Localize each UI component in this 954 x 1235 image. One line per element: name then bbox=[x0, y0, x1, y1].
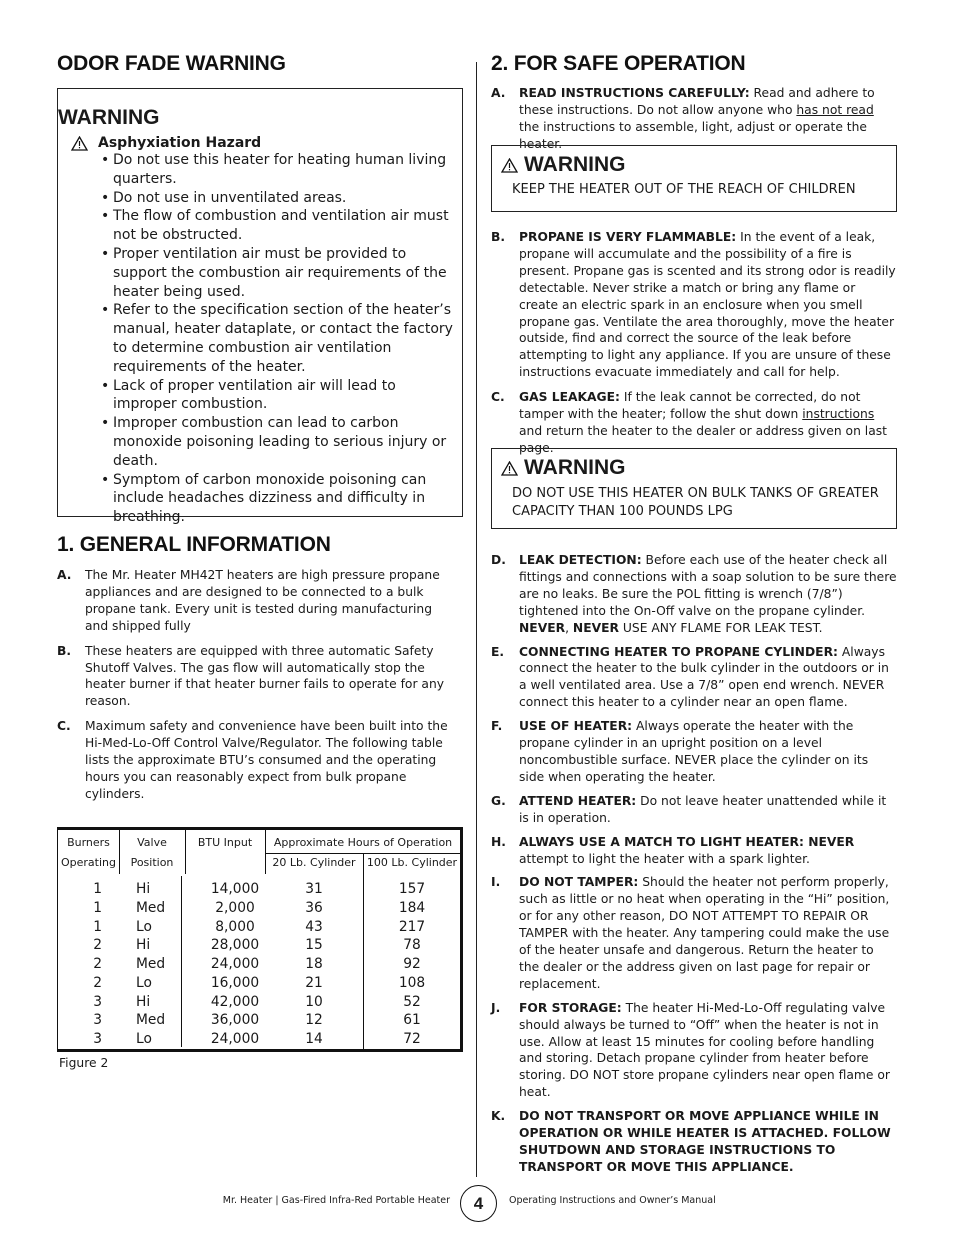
table-row bbox=[58, 880, 460, 899]
item-label: F. bbox=[491, 719, 503, 734]
warning-title: WARNING bbox=[524, 153, 626, 176]
warning-triangle-icon bbox=[501, 461, 518, 476]
table-row bbox=[58, 936, 460, 955]
safe-item-h bbox=[491, 834, 897, 868]
warning-text: KEEP THE HEATER OUT OF THE REACH OF CHILDREN bbox=[512, 182, 856, 197]
cell-100lb: 52 bbox=[403, 993, 421, 1010]
cell-valve: Med bbox=[136, 956, 166, 972]
warning-triangle-icon bbox=[501, 158, 518, 173]
item-heading: ALWAYS USE A MATCH TO LIGHT HEATER: NEVER bbox=[519, 834, 855, 849]
item-label: K. bbox=[491, 1109, 506, 1124]
footer-right: Operating Instructions and Owner’s Manual bbox=[509, 1195, 716, 1206]
safe-items-d-k bbox=[491, 552, 897, 1176]
item-label: H. bbox=[491, 834, 506, 849]
bullet-item: • Proper ventilation air must be provided to support the combustion air requirements of the heater being used. bbox=[58, 245, 458, 301]
safe-item-e bbox=[491, 644, 897, 712]
cell-valve: Lo bbox=[136, 1031, 152, 1047]
safe-item-c bbox=[491, 389, 897, 457]
table-row bbox=[58, 955, 460, 974]
header-valve: Valve bbox=[137, 836, 167, 849]
column-divider bbox=[476, 62, 477, 1177]
cell-20lb: 12 bbox=[305, 1012, 323, 1029]
general-information-title: 1. GENERAL INFORMATION bbox=[57, 533, 331, 556]
cell-20lb: 43 bbox=[305, 918, 323, 935]
safe-item-d bbox=[491, 552, 897, 637]
bullet-item: • Improper combustion can lead to carbon monoxide poisoning leading to serious injury or death. bbox=[58, 414, 458, 470]
cell-100lb: 72 bbox=[403, 1031, 421, 1047]
cell-burners: 3 bbox=[93, 1031, 102, 1047]
header-position: Position bbox=[130, 856, 174, 869]
header-operating: Operating bbox=[61, 856, 116, 869]
hazard-label: Asphyxiation Hazard bbox=[98, 135, 262, 151]
item-heading: READ INSTRUCTIONS CAREFULLY: bbox=[519, 86, 750, 100]
safe-item-k bbox=[491, 1108, 897, 1176]
item-label: C. bbox=[491, 390, 505, 404]
item-heading: FOR STORAGE: bbox=[519, 1000, 622, 1015]
cell-valve: Lo bbox=[136, 918, 152, 935]
cell-100lb: 157 bbox=[398, 881, 426, 897]
item-label: D. bbox=[491, 553, 506, 567]
table-row bbox=[58, 899, 460, 918]
general-info-list bbox=[57, 567, 457, 803]
hazard-heading bbox=[71, 135, 261, 151]
safe-item-b bbox=[491, 229, 897, 381]
table-row bbox=[58, 1030, 460, 1049]
item-text: Always operate the heater with the propane cylinder in an upright position on a level noncombustible surface. NEVER place the cylinder on its side when operating the heater. bbox=[519, 719, 869, 784]
bullet-item: • Do not use this heater for heating human living quarters. bbox=[58, 151, 458, 189]
header-20lb: 20 Lb. Cylinder bbox=[272, 856, 356, 869]
item-text: and return the heater to the dealer or address given on last page. bbox=[519, 423, 887, 455]
cell-burners: 3 bbox=[93, 993, 102, 1010]
warning-title: WARNING bbox=[524, 456, 626, 479]
cell-valve: Med bbox=[136, 899, 166, 916]
item-underline: instructions bbox=[802, 406, 875, 421]
item-label: E. bbox=[491, 644, 505, 659]
item-label: J. bbox=[491, 1000, 501, 1015]
item-label: A. bbox=[491, 86, 506, 100]
cell-20lb: 31 bbox=[305, 881, 323, 897]
cell-valve: Lo bbox=[136, 974, 152, 991]
item-label: C. bbox=[57, 719, 71, 734]
cell-100lb: 92 bbox=[403, 956, 421, 972]
cell-btu: 24,000 bbox=[210, 1031, 260, 1047]
item-emphasis: NEVER bbox=[519, 620, 566, 635]
btu-table bbox=[57, 827, 463, 1052]
header-btu-input: BTU Input bbox=[197, 836, 253, 849]
general-item-a bbox=[57, 567, 457, 635]
cell-burners: 2 bbox=[93, 937, 102, 954]
item-heading: ATTEND HEATER: bbox=[519, 793, 637, 808]
header-burners: Burners bbox=[67, 836, 110, 849]
cell-btu: 42,000 bbox=[210, 993, 260, 1010]
cell-btu: 36,000 bbox=[210, 1012, 260, 1029]
footer-left: Mr. Heater | Gas-Fired Infra-Red Portable Heater bbox=[222, 1195, 450, 1206]
bulk-tank-warning-box bbox=[491, 448, 897, 529]
cell-100lb: 184 bbox=[398, 899, 426, 916]
cell-100lb: 61 bbox=[403, 1012, 421, 1029]
item-text: Always connect the heater to the bulk cylinder in the outdoors or in a well ventilated area. Use a 7/8” open end wrench. NEVER connect this heater to a cylinder near an open flame. bbox=[519, 644, 889, 710]
cell-20lb: 10 bbox=[305, 993, 323, 1010]
warning-title: WARNING bbox=[58, 106, 160, 129]
item-text: These heaters are equipped with three automatic Safety Shutoff Valves. The gas flow will automatically stop the heater burner if that heater burner fails to operate for any reason. bbox=[85, 643, 445, 709]
item-label: I. bbox=[491, 875, 501, 890]
cell-btu: 14,000 bbox=[210, 881, 260, 897]
item-text: Before each use of the heater check all fittings and connections with a soap solution to be sure there are no leaks. Be sure the POL fitting is wrench (7/8”) tightened into the On-Off valve on the propane cylinder. bbox=[519, 553, 897, 618]
cell-burners: 1 bbox=[93, 881, 102, 897]
item-underline: has not read bbox=[796, 102, 874, 117]
cell-20lb: 36 bbox=[305, 899, 323, 916]
item-heading: DO NOT TRANSPORT OR MOVE APPLIANCE WHILE IN OPERATION OR WHILE HEATER IS ATTACHED. FOLLOW SHUTDOWN AND STORAGE INSTRUCTIONS TO TRANSPORT OR MOVE THIS APPLIANCE. bbox=[519, 1109, 891, 1174]
hazard-bullets bbox=[58, 151, 458, 527]
safe-item-i bbox=[491, 874, 897, 992]
item-heading: GAS LEAKAGE: bbox=[519, 390, 620, 404]
item-text: Do not leave heater unattended while it is in operation. bbox=[519, 793, 887, 825]
general-item-b bbox=[57, 643, 457, 711]
cell-btu: 24,000 bbox=[210, 956, 260, 972]
safe-item-g bbox=[491, 793, 897, 827]
cell-btu: 2,000 bbox=[215, 899, 255, 916]
item-label: A. bbox=[57, 568, 72, 582]
item-text: , bbox=[565, 620, 573, 635]
table-row bbox=[58, 993, 460, 1012]
safe-operation-title: 2. FOR SAFE OPERATION bbox=[491, 52, 746, 75]
odor-fade-title: ODOR FADE WARNING bbox=[57, 52, 286, 75]
cell-burners: 1 bbox=[93, 899, 102, 916]
cell-100lb: 217 bbox=[398, 918, 426, 935]
item-text: The Mr. Heater MH42T heaters are high pressure propane appliances and are designed to be connected to a bulk propane tank. Every unit is tested during manufacturing and shipped fully bbox=[85, 568, 440, 633]
item-heading: LEAK DETECTION: bbox=[519, 553, 642, 567]
item-text: Read and adhere to these instructions. Do not allow anyone who bbox=[519, 86, 875, 117]
cell-valve: Med bbox=[136, 1012, 166, 1029]
bullet-item: • Lack of proper ventilation air will lead to improper combustion. bbox=[58, 377, 458, 415]
cell-100lb: 108 bbox=[398, 974, 426, 991]
children-warning-box bbox=[491, 145, 897, 212]
cell-burners: 3 bbox=[93, 1012, 102, 1029]
item-text: the instructions to assemble, light, adjust or operate the heater. bbox=[519, 119, 867, 151]
cell-burners: 1 bbox=[93, 918, 102, 935]
item-text: The heater Hi-Med-Lo-Off regulating valve should always be turned to “Off” when the heater is not in use. Allow at least 15 minutes for cooling before handling and storing. Detach propane cylinder from heater before storing. DO NOT store propane cylinders near open flame or heat. bbox=[519, 1000, 890, 1100]
item-text: Maximum safety and convenience have been built into the Hi-Med-Lo-Off Control Valve/Regulator. The following table lists the approximate BTU’s consumed and the operating hours you can reasonably expect from bulk propane cylinders. bbox=[85, 719, 448, 801]
bullet-item: • Do not use in unventilated areas. bbox=[58, 189, 458, 208]
item-text: Should the heater not perform properly, such as little or no heat when operating in the “Hi” position, or for any other reason, DO NOT ATTEMPT TO REPAIR OR TAMPER with the heater. Any tampering could make the use of the heater unsafe and dangerous. Return the heater to the dealer or the address given on last page for repair or replacement. bbox=[519, 875, 890, 991]
cell-valve: Hi bbox=[136, 993, 151, 1010]
cell-burners: 2 bbox=[93, 956, 102, 972]
item-label: B. bbox=[57, 643, 72, 658]
table-row bbox=[58, 974, 460, 993]
cell-valve: Hi bbox=[136, 881, 151, 897]
cell-btu: 28,000 bbox=[210, 937, 260, 954]
safe-item-f bbox=[491, 718, 897, 786]
item-label: G. bbox=[491, 793, 506, 808]
cell-20lb: 21 bbox=[305, 974, 323, 991]
general-item-c bbox=[57, 718, 457, 803]
figure-caption: Figure 2 bbox=[59, 1056, 109, 1070]
cell-burners: 2 bbox=[93, 974, 102, 991]
bullet-item: • Refer to the specification section of the heater’s manual, heater dataplate, or contact the factory to determine combustion air ventilation requirements of the heater. bbox=[58, 301, 458, 376]
cell-20lb: 18 bbox=[305, 956, 323, 972]
table-row bbox=[58, 1011, 460, 1030]
page-number: 4 bbox=[460, 1185, 497, 1222]
asphyxiation-warning-box bbox=[57, 88, 463, 526]
safe-item-j bbox=[491, 1000, 897, 1101]
bullet-item: • Symptom of carbon monoxide poisoning can include headaches dizziness and difficulty in breathing. bbox=[58, 471, 458, 527]
item-label: B. bbox=[491, 230, 506, 244]
cell-20lb: 15 bbox=[305, 937, 323, 954]
header-100lb: 100 Lb. Cylinder bbox=[366, 856, 458, 869]
warning-triangle-icon bbox=[71, 136, 88, 151]
item-text: In the event of a leak, propane will accumulate and the possibility of a fire is present. Propane gas is scented and its strong odor is readily detectable. Never strike a match or bring any flame or create an electric spark in an enclosure when you smell propane gas. Ventilate the area thoroughly, move the heater outside, find and correct the source of the leak before attempting to light any appliance. If you are unsure of these instructions evacuate immediately and call for help. bbox=[519, 230, 896, 380]
item-text: USE ANY FLAME FOR LEAK TEST. bbox=[618, 620, 823, 635]
safe-item-a bbox=[491, 85, 897, 153]
cell-btu: 8,000 bbox=[215, 918, 255, 935]
item-text: If the leak cannot be corrected, do not tamper with the heater; follow the shut down bbox=[519, 390, 861, 421]
item-heading: USE OF HEATER: bbox=[519, 719, 633, 734]
item-heading: PROPANE IS VERY FLAMMABLE: bbox=[519, 230, 737, 244]
item-emphasis: NEVER bbox=[572, 620, 619, 635]
header-approx-hours: Approximate Hours of Operation bbox=[273, 836, 453, 849]
cell-valve: Hi bbox=[136, 937, 151, 954]
cell-20lb: 14 bbox=[305, 1031, 323, 1047]
warning-text: DO NOT USE THIS HEATER ON BULK TANKS OF GREATER CAPACITY THAN 100 POUNDS LPG bbox=[512, 486, 879, 519]
table-row bbox=[58, 918, 460, 937]
item-text: attempt to light the heater with a spark lighter. bbox=[519, 851, 810, 866]
cell-100lb: 78 bbox=[403, 937, 421, 954]
item-heading: CONNECTING HEATER TO PROPANE CYLINDER: bbox=[519, 644, 838, 659]
bullet-item: • The flow of combustion and ventilation air must not be obstructed. bbox=[58, 207, 458, 245]
cell-btu: 16,000 bbox=[210, 974, 260, 991]
item-heading: DO NOT TAMPER: bbox=[519, 875, 639, 890]
